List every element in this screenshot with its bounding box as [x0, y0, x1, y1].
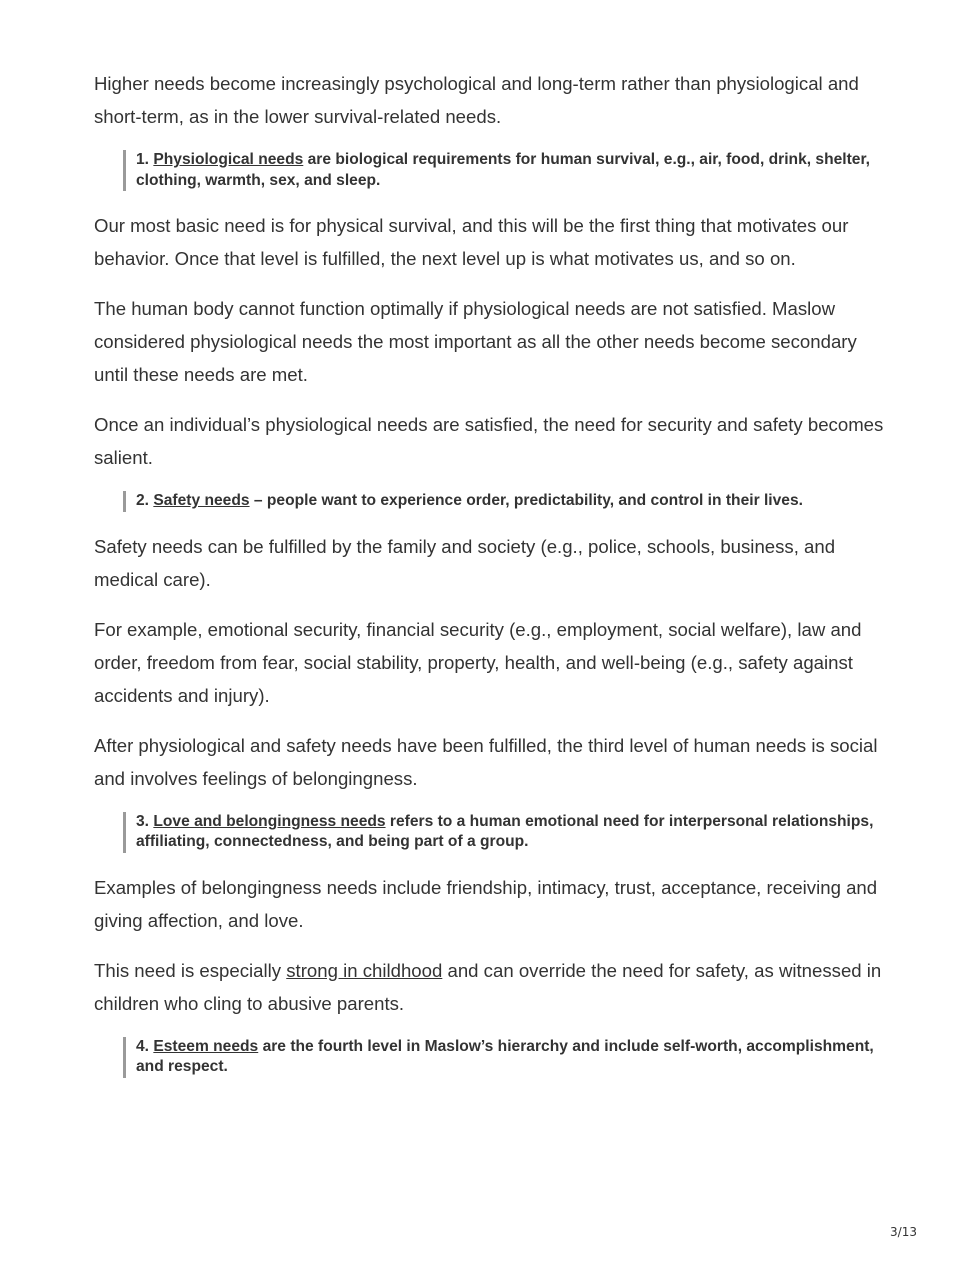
quote-number: 1.: [136, 151, 154, 168]
link-safety-needs[interactable]: Safety needs: [153, 492, 250, 509]
paragraph-safety-examples: For example, emotional security, financial security (e.g., employment, social welfare), law and order, freedom from fear, social stability, property, health, and well-being (e.g., safety against accidents and injury).: [94, 618, 862, 706]
link-love-belongingness-needs[interactable]: Love and belongingness needs: [153, 812, 386, 830]
paragraph-childhood: [94, 954, 894, 1020]
paragraph-text: and can override the need for safety, as witnessed in children who cling to abusive parents.: [94, 959, 882, 1014]
paragraph-higher-needs: Higher needs become increasingly psychological and long-term rather than physiological and short-term, as in the lower survival-related needs.: [94, 73, 859, 127]
article-body: [94, 67, 894, 1096]
quote-text: are the fourth level in Maslow’s hierarchy and include self-worth, accomplishment, and respect.: [136, 1037, 874, 1075]
paragraph-safety-fulfilled: Safety needs can be fulfilled by the family and society (e.g., police, schools, business, and medical care).: [94, 535, 836, 590]
blockquote-love-belongingness: [123, 812, 876, 853]
blockquote-safety-needs: [123, 491, 876, 512]
quote-text: are biological requirements for human survival, e.g., air, food, drink, shelter, clothing, warmth, sex, and sleep.: [136, 151, 871, 189]
page-number: 3/13: [890, 1225, 917, 1239]
blockquote-esteem-needs: [123, 1037, 876, 1078]
paragraph-human-body: The human body cannot function optimally if physiological needs are not satisfied. Maslow considered physiological needs the most important as all the other needs become secondary until these needs are met.: [94, 298, 857, 385]
paragraph-third-level: After physiological and safety needs have been fulfilled, the third level of human needs is social and involves feelings of belongingness.: [94, 734, 878, 789]
quote-number: 2.: [136, 492, 154, 509]
paragraph-text: This need is especially: [94, 959, 287, 981]
quote-number: 4.: [136, 1037, 154, 1055]
quote-number: 3.: [136, 812, 154, 830]
quote-text: refers to a human emotional need for interpersonal relationships, affiliating, connectedness, and being part of a group.: [136, 812, 874, 850]
link-physiological-needs[interactable]: Physiological needs: [153, 151, 304, 168]
link-strong-in-childhood[interactable]: strong in childhood: [286, 959, 443, 981]
link-esteem-needs[interactable]: Esteem needs: [153, 1037, 259, 1055]
paragraph-belongingness-examples: Examples of belongingness needs include friendship, intimacy, trust, acceptance, receiving and giving affection, and love.: [94, 876, 878, 931]
paragraph-security-salient: Once an individual’s physiological needs are satisfied, the need for security and safety becomes salient.: [94, 414, 884, 468]
paragraph-basic-need: Our most basic need is for physical survival, and this will be the first thing that motivates our behavior. Once that level is fulfilled, the next level up is what motivates us, and so on.: [94, 215, 849, 269]
quote-text: – people want to experience order, predictability, and control in their lives.: [249, 492, 803, 509]
blockquote-physiological-needs: [123, 150, 876, 191]
